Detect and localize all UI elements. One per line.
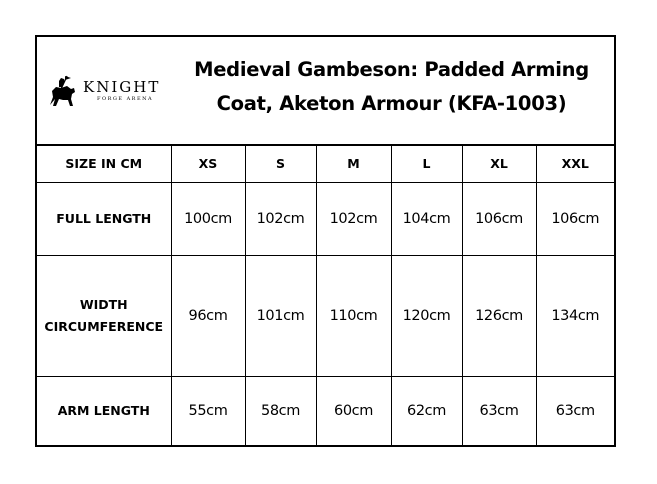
row-label-text: CIRCUMFERENCE xyxy=(44,318,164,334)
table-row-arm-length xyxy=(37,376,614,445)
table-cell: 63cm xyxy=(536,376,614,445)
table-cell: 104cm xyxy=(391,182,462,255)
knight-on-horse-icon xyxy=(47,75,77,109)
table-cell: 63cm xyxy=(462,376,536,445)
brand-tagline: FORGE ARENA xyxy=(97,96,154,102)
size-header-xs: XS xyxy=(171,146,245,182)
table-cell: 55cm xyxy=(171,376,245,445)
table-cell: 126cm xyxy=(462,255,536,376)
table-cell: 96cm xyxy=(171,255,245,376)
size-header-m: M xyxy=(316,146,391,182)
product-title-line-2: Coat, Aketon Armour (KFA-1003) xyxy=(216,92,567,115)
table-cell: 101cm xyxy=(245,255,316,376)
table-cell: 110cm xyxy=(316,255,391,376)
row-label-text: FULL LENGTH xyxy=(56,210,152,226)
row-label-width-circumference xyxy=(37,255,171,376)
table-cell: 60cm xyxy=(316,376,391,445)
table-cell: 134cm xyxy=(536,255,614,376)
brand-name: KNIGHT xyxy=(83,78,161,96)
table-cell: 106cm xyxy=(536,182,614,255)
table-cell: 102cm xyxy=(245,182,316,255)
corner-label: SIZE IN CM xyxy=(37,146,171,182)
size-header-s: S xyxy=(245,146,316,182)
table-cell: 100cm xyxy=(171,182,245,255)
table-row-full-length xyxy=(37,182,614,255)
brand-logo xyxy=(47,75,165,109)
row-label-text: ARM LENGTH xyxy=(57,402,150,418)
table-cell: 62cm xyxy=(391,376,462,445)
size-header-xxl: XXL xyxy=(536,146,614,182)
row-label-arm-length xyxy=(37,376,171,445)
table-cell: 120cm xyxy=(391,255,462,376)
chart-header xyxy=(37,37,614,146)
size-header-l: L xyxy=(391,146,462,182)
row-label-text: WIDTH xyxy=(79,296,128,312)
product-title xyxy=(169,53,614,121)
table-cell: 102cm xyxy=(316,182,391,255)
size-table xyxy=(37,146,614,445)
row-label-full-length xyxy=(37,182,171,255)
table-cell: 106cm xyxy=(462,182,536,255)
size-header-xl: XL xyxy=(462,146,536,182)
size-header-row xyxy=(37,146,614,182)
product-title-line-1: Medieval Gambeson: Padded Arming xyxy=(194,58,589,81)
table-row-width-circumference xyxy=(37,255,614,376)
size-chart-sheet xyxy=(35,35,616,447)
table-cell: 58cm xyxy=(245,376,316,445)
